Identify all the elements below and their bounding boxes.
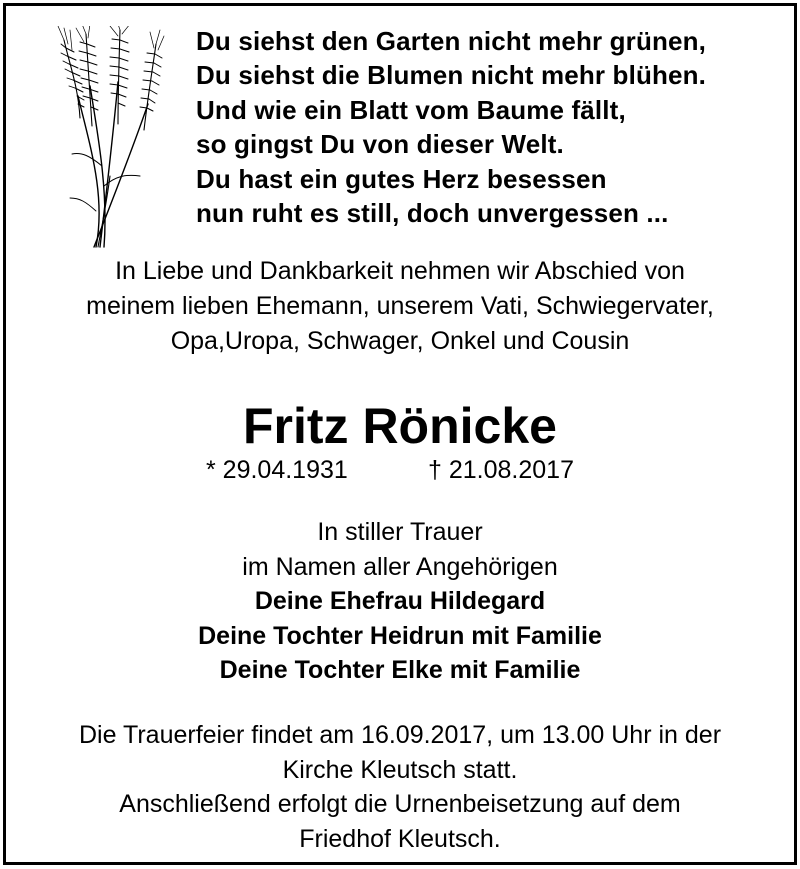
- poem-line: Du siehst die Blumen nicht mehr blühen.: [196, 60, 707, 91]
- poem-line: Du siehst den Garten nicht mehr grünen,: [196, 26, 707, 56]
- poem: [196, 24, 786, 230]
- poem-line: so gingst Du von dieser Welt.: [196, 129, 564, 160]
- poem-line: nun ruht es still, doch unvergessen ...: [196, 198, 669, 229]
- funeral-line: Anschließend erfolgt die Urnenbeisetzung auf dem: [119, 790, 681, 818]
- birth-date: * 29.04.1931: [206, 456, 348, 484]
- poem-line: Und wie ein Blatt vom Baume fällt,: [196, 94, 626, 125]
- mourning-line: In stiller Trauer: [317, 518, 483, 546]
- funeral-line: Friedhof Kleutsch.: [299, 824, 501, 853]
- mourner-family: Deine Tochter Elke mit Familie: [219, 656, 581, 684]
- intro-line: meinem lieben Ehemann, unserem Vati, Schwiegervater,: [86, 292, 714, 320]
- poem-line: Du hast ein gutes Herz besessen: [196, 163, 607, 194]
- funeral-notice: [0, 718, 800, 856]
- deceased-name: Fritz Rönicke: [243, 398, 557, 454]
- mourner-family: Deine Ehefrau Hildegard: [254, 587, 546, 615]
- mourning-line: im Namen aller Angehörigen: [242, 552, 558, 581]
- funeral-line: Kirche Kleutsch statt.: [282, 755, 518, 784]
- death-date: † 21.08.2017: [428, 456, 574, 484]
- funeral-line: Die Trauerfeier findet am 16.09.2017, um 13.00 Uhr in der: [78, 721, 722, 749]
- wheat-ears-icon: [56, 26, 166, 248]
- intro-line: In Liebe und Dankbarkeit nehmen wir Abschied von: [115, 257, 685, 285]
- mourner-family: Deine Tochter Heidrun mit Familie: [198, 621, 602, 650]
- farewell-intro: [0, 254, 800, 359]
- mourners-block: [0, 515, 800, 688]
- life-dates: [0, 455, 800, 485]
- intro-line: Opa,Uropa, Schwager, Onkel und Cousin: [170, 327, 630, 355]
